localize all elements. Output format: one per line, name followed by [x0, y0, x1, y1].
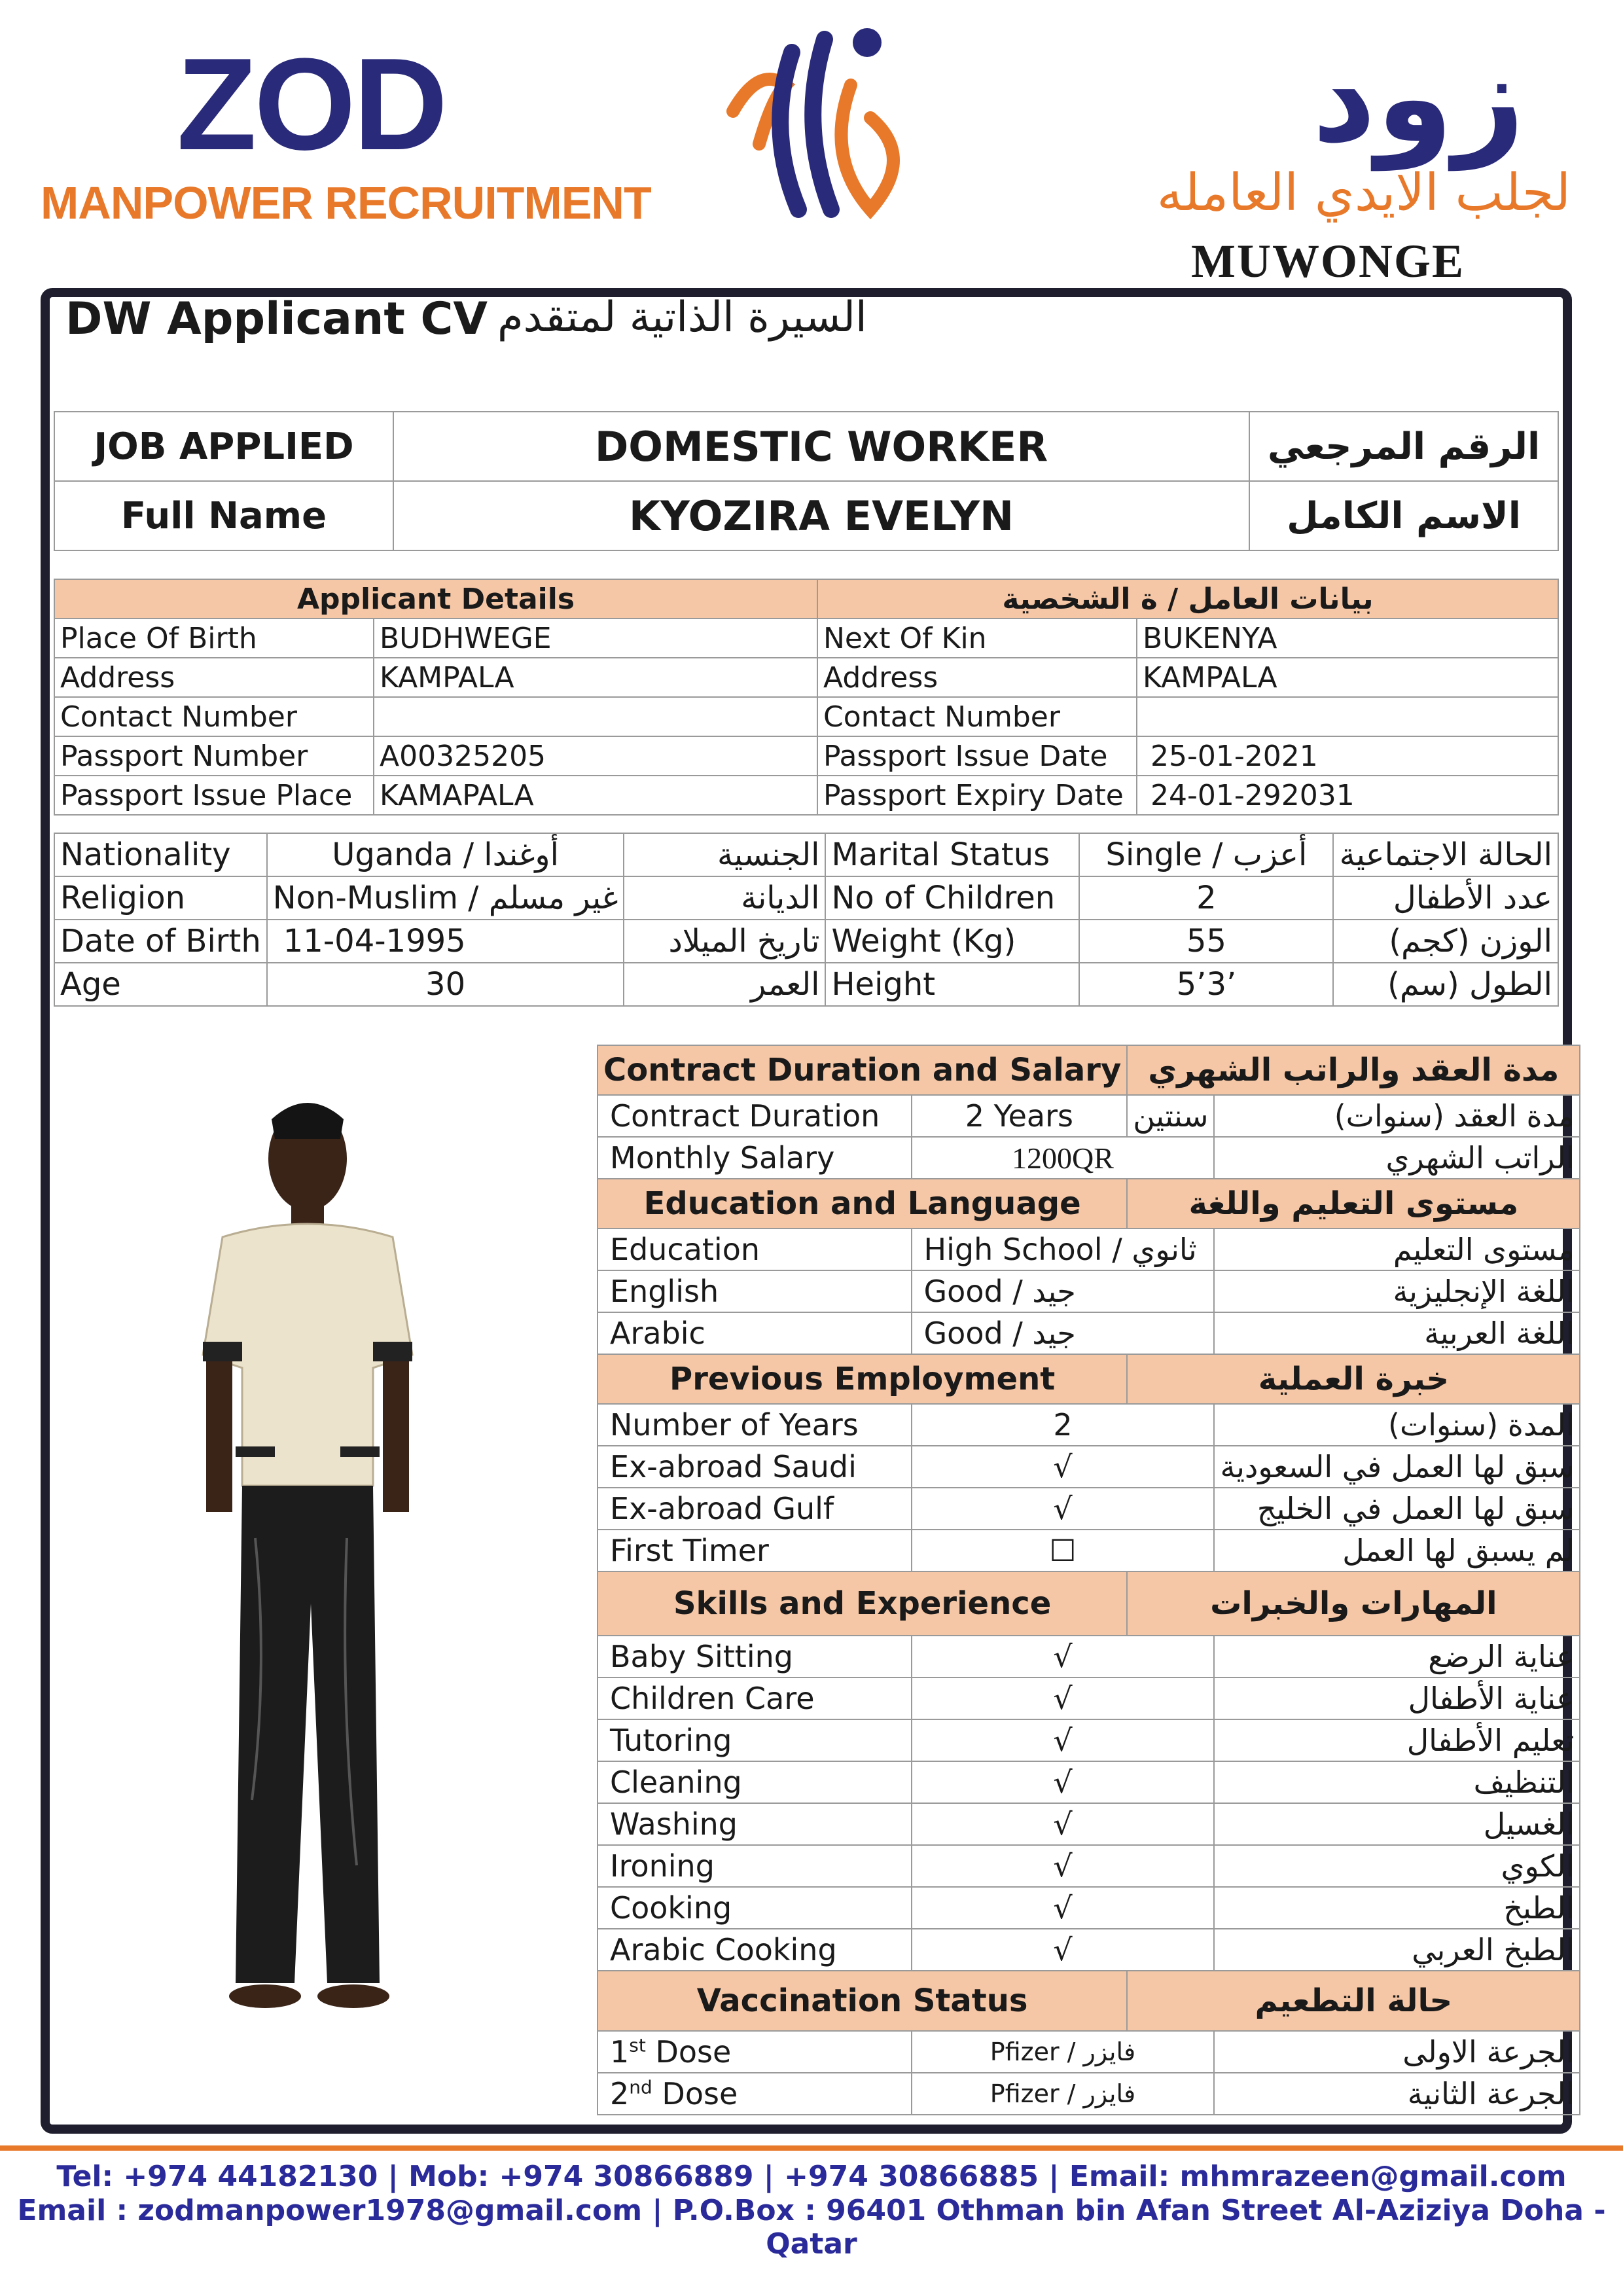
employment-label-arabic: سبق لها العمل في السعودية: [1214, 1446, 1580, 1488]
personal-value: Uganda / أوغندا: [267, 833, 624, 876]
skill-label-arabic: الطبخ: [1214, 1887, 1580, 1929]
skill-label-arabic: عناية الرضع: [1214, 1636, 1580, 1677]
agency-name: MUWONGE: [1191, 235, 1465, 287]
skill-label: Baby Sitting: [597, 1636, 912, 1677]
education-header-en: Education and Language: [597, 1179, 1127, 1229]
contract-duration-value-arabic: سنتين: [1127, 1095, 1214, 1137]
education-header: [597, 1179, 1580, 1229]
personal-label: Nationality: [54, 833, 267, 876]
detail-label: Contact Number: [54, 697, 374, 736]
education-label: Education: [597, 1229, 912, 1270]
contract-duration-row: [597, 1095, 1580, 1137]
company-logo-icon: [720, 13, 929, 249]
detail-value: A00325205: [374, 736, 817, 776]
employment-value: 2: [912, 1404, 1215, 1446]
detail-label: Passport Issue Place: [54, 776, 374, 815]
personal-label: No of Children: [825, 876, 1079, 920]
job-label: JOB APPLIED: [54, 412, 393, 481]
personal-row: [54, 876, 1558, 920]
contract-duration-value: 2 Years: [912, 1095, 1128, 1137]
skill-label: Cooking: [597, 1887, 912, 1929]
employment-label: Ex-abroad Saudi: [597, 1446, 912, 1488]
detail-value: BUDHWEGE: [374, 619, 817, 658]
check-mark-icon: √: [912, 1761, 1215, 1803]
employment-label: First Timer: [597, 1530, 912, 1571]
vaccination-row: [597, 2073, 1580, 2115]
employment-header: [597, 1354, 1580, 1404]
details-row: [54, 697, 1558, 736]
check-mark-icon: √: [912, 1803, 1215, 1845]
employment-row: [597, 1446, 1580, 1488]
check-mark-icon: √: [912, 1636, 1215, 1677]
details-row: [54, 658, 1558, 697]
details-row: [54, 619, 1558, 658]
logo-arabic-text: زود: [1312, 26, 1525, 170]
personal-label: Age: [54, 963, 267, 1006]
personal-row: [54, 833, 1558, 876]
applicant-details-table: [54, 579, 1559, 816]
vaccination-header-ar: حالة التطعيم: [1127, 1971, 1580, 2031]
personal-value: 55: [1079, 920, 1333, 963]
personal-label-arabic: عدد الأطفال: [1333, 876, 1558, 920]
employment-header-ar: خبرة العملية: [1127, 1354, 1580, 1404]
personal-row: [54, 920, 1558, 963]
detail-value: KAMPALA: [1137, 658, 1558, 697]
education-row: [597, 1270, 1580, 1312]
personal-label-arabic: الحالة الاجتماعية: [1333, 833, 1558, 876]
contract-header-en: Contract Duration and Salary: [597, 1045, 1127, 1095]
personal-label-arabic: العمر: [624, 963, 825, 1006]
logo-arabic-subtitle: لجلب الايدي العامله: [1156, 164, 1571, 223]
skill-row: [597, 1845, 1580, 1887]
personal-value: Single / أعزب: [1079, 833, 1333, 876]
skill-label: Washing: [597, 1803, 912, 1845]
contract-header: [597, 1045, 1580, 1095]
cv-title: DW Applicant CV: [65, 293, 488, 345]
education-label-arabic: مستوى التعليم: [1214, 1229, 1580, 1270]
detail-value: [1137, 697, 1558, 736]
check-mark-icon: √: [912, 1887, 1215, 1929]
name-row: [54, 481, 1558, 550]
skill-label-arabic: الطبخ العربي: [1214, 1929, 1580, 1971]
employment-label-arabic: سبق لها العمل في الخليج: [1214, 1488, 1580, 1530]
detail-label: Passport Issue Date: [817, 736, 1137, 776]
personal-value: 30: [267, 963, 624, 1006]
details-row: [54, 736, 1558, 776]
employment-label-arabic: المدة (سنوات): [1214, 1404, 1580, 1446]
personal-value: 2: [1079, 876, 1333, 920]
check-mark-icon: √: [912, 1719, 1215, 1761]
detail-label: Place Of Birth: [54, 619, 374, 658]
dose-label: 2nd Dose: [597, 2073, 912, 2115]
detail-label: Next Of Kin: [817, 619, 1137, 658]
skill-label: Children Care: [597, 1677, 912, 1719]
cv-sections-table: [597, 1045, 1580, 2115]
employment-label: Number of Years: [597, 1404, 912, 1446]
employment-row: [597, 1404, 1580, 1446]
personal-label: Date of Birth: [54, 920, 267, 963]
skill-label: Arabic Cooking: [597, 1929, 912, 1971]
employment-row: [597, 1530, 1580, 1571]
skill-label-arabic: التنظيف: [1214, 1761, 1580, 1803]
cv-title-arabic: السيرة الذاتية لمتقدم: [497, 293, 867, 342]
skills-header-en: Skills and Experience: [597, 1571, 1127, 1636]
skill-label-arabic: عناية الأطفال: [1214, 1677, 1580, 1719]
detail-value: KAMPALA: [374, 658, 817, 697]
skill-label-arabic: الغسيل: [1214, 1803, 1580, 1845]
salary-label: Monthly Salary: [597, 1137, 912, 1179]
employment-label: Ex-abroad Gulf: [597, 1488, 912, 1530]
skill-row: [597, 1636, 1580, 1677]
personal-label-arabic: الوزن (كجم): [1333, 920, 1558, 963]
logo-zod-text: ZOD: [177, 31, 446, 177]
footer-contact-line: Tel: +974 44182130 | Mob: +974 30866889 | +974 30866885 | Email: mhmrazeen@gmail.com: [56, 2160, 1567, 2193]
education-label-arabic: اللغة العربية: [1214, 1312, 1580, 1354]
details-header-ar: بيانات العامل / ة الشخصية: [817, 579, 1558, 619]
check-mark-icon: √: [912, 1488, 1215, 1530]
skill-row: [597, 1887, 1580, 1929]
education-label: English: [597, 1270, 912, 1312]
education-value: Good / جيد: [912, 1312, 1215, 1354]
personal-label: Religion: [54, 876, 267, 920]
skills-header: [597, 1571, 1580, 1636]
job-row: [54, 412, 1558, 481]
applicant-photo: [131, 1080, 484, 2049]
personal-value: 11-04-1995: [267, 920, 624, 963]
detail-value: KAMAPALA: [374, 776, 817, 815]
personal-value: 5’3’: [1079, 963, 1333, 1006]
details-header-en: Applicant Details: [54, 579, 817, 619]
employment-header-en: Previous Employment: [597, 1354, 1127, 1404]
job-name-table: [54, 411, 1559, 551]
skill-row: [597, 1761, 1580, 1803]
skill-row: [597, 1929, 1580, 1971]
detail-value: 24-01-292031: [1137, 776, 1558, 815]
skill-row: [597, 1719, 1580, 1761]
education-label: Arabic: [597, 1312, 912, 1354]
name-label-arabic: الاسم الكامل: [1249, 481, 1558, 550]
footer-divider: [0, 2145, 1623, 2151]
details-row: [54, 776, 1558, 815]
dose-label-arabic: الجرعة الاولى: [1214, 2031, 1580, 2073]
salary-row: [597, 1137, 1580, 1179]
education-header-ar: مستوى التعليم واللغة: [1127, 1179, 1580, 1229]
contract-duration-label: Contract Duration: [597, 1095, 912, 1137]
skill-row: [597, 1803, 1580, 1845]
detail-value: BUKENYA: [1137, 619, 1558, 658]
personal-value: Non-Muslim / غير مسلم: [267, 876, 624, 920]
vaccination-header-en: Vaccination Status: [597, 1971, 1127, 2031]
detail-label: Contact Number: [817, 697, 1137, 736]
empty-checkbox-icon: ☐: [912, 1530, 1215, 1571]
employment-row: [597, 1488, 1580, 1530]
name-label: Full Name: [54, 481, 393, 550]
vaccine-value: Pfizer / فايزر: [912, 2031, 1215, 2073]
name-value: KYOZIRA EVELYN: [393, 481, 1249, 550]
details-header: [54, 579, 1558, 619]
detail-label: Passport Number: [54, 736, 374, 776]
education-value: High School / ثانوي: [912, 1229, 1215, 1270]
detail-value: [374, 697, 817, 736]
personal-label: Marital Status: [825, 833, 1079, 876]
footer-address-line: Email : zodmanpower1978@gmail.com | P.O.Box : 96401 Othman bin Afan Street Al-Aziziya Doha - Qatar: [17, 2194, 1606, 2261]
skills-header-ar: المهارات والخبرات: [1127, 1571, 1580, 1636]
check-mark-icon: √: [912, 1446, 1215, 1488]
vaccination-row: [597, 2031, 1580, 2073]
salary-label-arabic: الراتب الشهري: [1214, 1137, 1580, 1179]
check-mark-icon: √: [912, 1929, 1215, 1971]
personal-row: [54, 963, 1558, 1006]
contract-header-ar: مدة العقد والراتب الشهري: [1127, 1045, 1580, 1095]
vaccine-value: Pfizer / فايزر: [912, 2073, 1215, 2115]
skill-label: Cleaning: [597, 1761, 912, 1803]
vaccination-header: [597, 1971, 1580, 2031]
job-value: DOMESTIC WORKER: [393, 412, 1249, 481]
education-row: [597, 1312, 1580, 1354]
skill-label-arabic: تعليم الأطفال: [1214, 1719, 1580, 1761]
logo-subtitle: MANPOWER RECRUITMENT: [41, 177, 651, 228]
personal-info-table: [54, 833, 1559, 1007]
detail-label: Passport Expiry Date: [817, 776, 1137, 815]
personal-label-arabic: الديانة: [624, 876, 825, 920]
education-label-arabic: اللغة الإنجليزية: [1214, 1270, 1580, 1312]
detail-value: 25-01-2021: [1137, 736, 1558, 776]
dose-label-arabic: الجرعة الثانية: [1214, 2073, 1580, 2115]
skill-label: Tutoring: [597, 1719, 912, 1761]
personal-label: Height: [825, 963, 1079, 1006]
education-value: Good / جيد: [912, 1270, 1215, 1312]
detail-label: Address: [54, 658, 374, 697]
dose-label: 1st Dose: [597, 2031, 912, 2073]
contract-duration-label-arabic: مدة العقد (سنوات): [1214, 1095, 1580, 1137]
check-mark-icon: √: [912, 1677, 1215, 1719]
job-label-arabic: الرقم المرجعي: [1249, 412, 1558, 481]
skill-label-arabic: الكوي: [1214, 1845, 1580, 1887]
personal-label-arabic: الجنسية: [624, 833, 825, 876]
skill-label: Ironing: [597, 1845, 912, 1887]
personal-label-arabic: تاريخ الميلاد: [624, 920, 825, 963]
detail-label: Address: [817, 658, 1137, 697]
check-mark-icon: √: [912, 1845, 1215, 1887]
skill-row: [597, 1677, 1580, 1719]
salary-value: 1200QR: [912, 1137, 1215, 1179]
employment-label-arabic: لم يسبق لها العمل: [1214, 1530, 1580, 1571]
education-row: [597, 1229, 1580, 1270]
personal-label: Weight (Kg): [825, 920, 1079, 963]
personal-label-arabic: الطول (سم): [1333, 963, 1558, 1006]
